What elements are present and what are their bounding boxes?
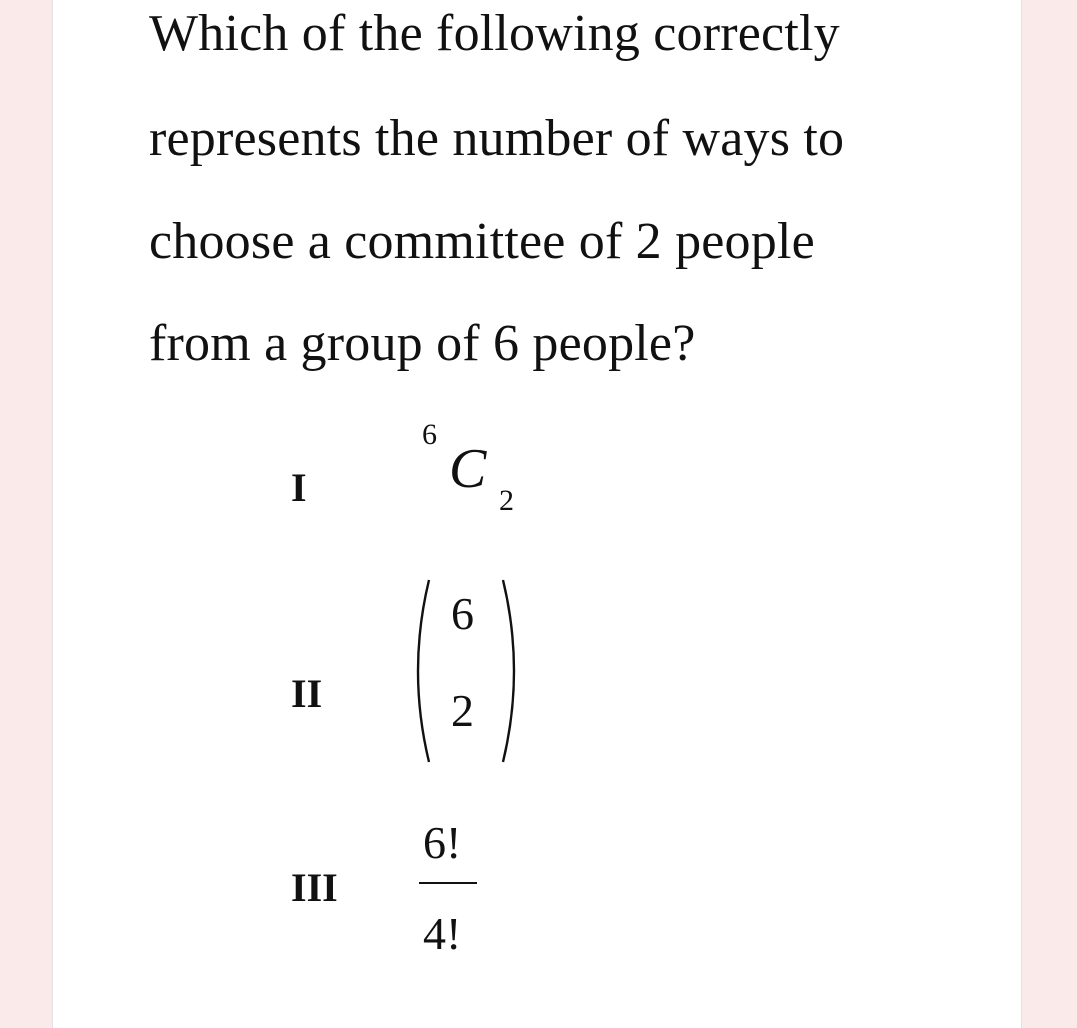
combination-n: 6 <box>422 418 437 451</box>
combination-k: 2 <box>499 484 514 517</box>
question-line-2: represents the number of ways to <box>149 110 845 167</box>
option-numeral-i: I <box>291 465 307 510</box>
combination-symbol: C <box>449 438 487 500</box>
option-numeral-iii: III <box>291 865 338 910</box>
binomial-top: 6 <box>451 588 474 639</box>
question-line-1: Which of the following correctly <box>149 5 840 62</box>
right-parenthesis <box>499 576 529 766</box>
question-card <box>52 0 1022 1028</box>
question-line-4: from a group of 6 people? <box>149 315 696 372</box>
question-line-3: choose a committee of 2 people <box>149 213 815 270</box>
fraction-denominator: 4! <box>423 908 462 959</box>
binomial-bottom: 2 <box>451 685 474 736</box>
left-parenthesis <box>403 576 433 766</box>
option-numeral-ii: II <box>291 671 323 716</box>
fraction-bar <box>419 882 477 884</box>
fraction-numerator: 6! <box>423 817 462 868</box>
